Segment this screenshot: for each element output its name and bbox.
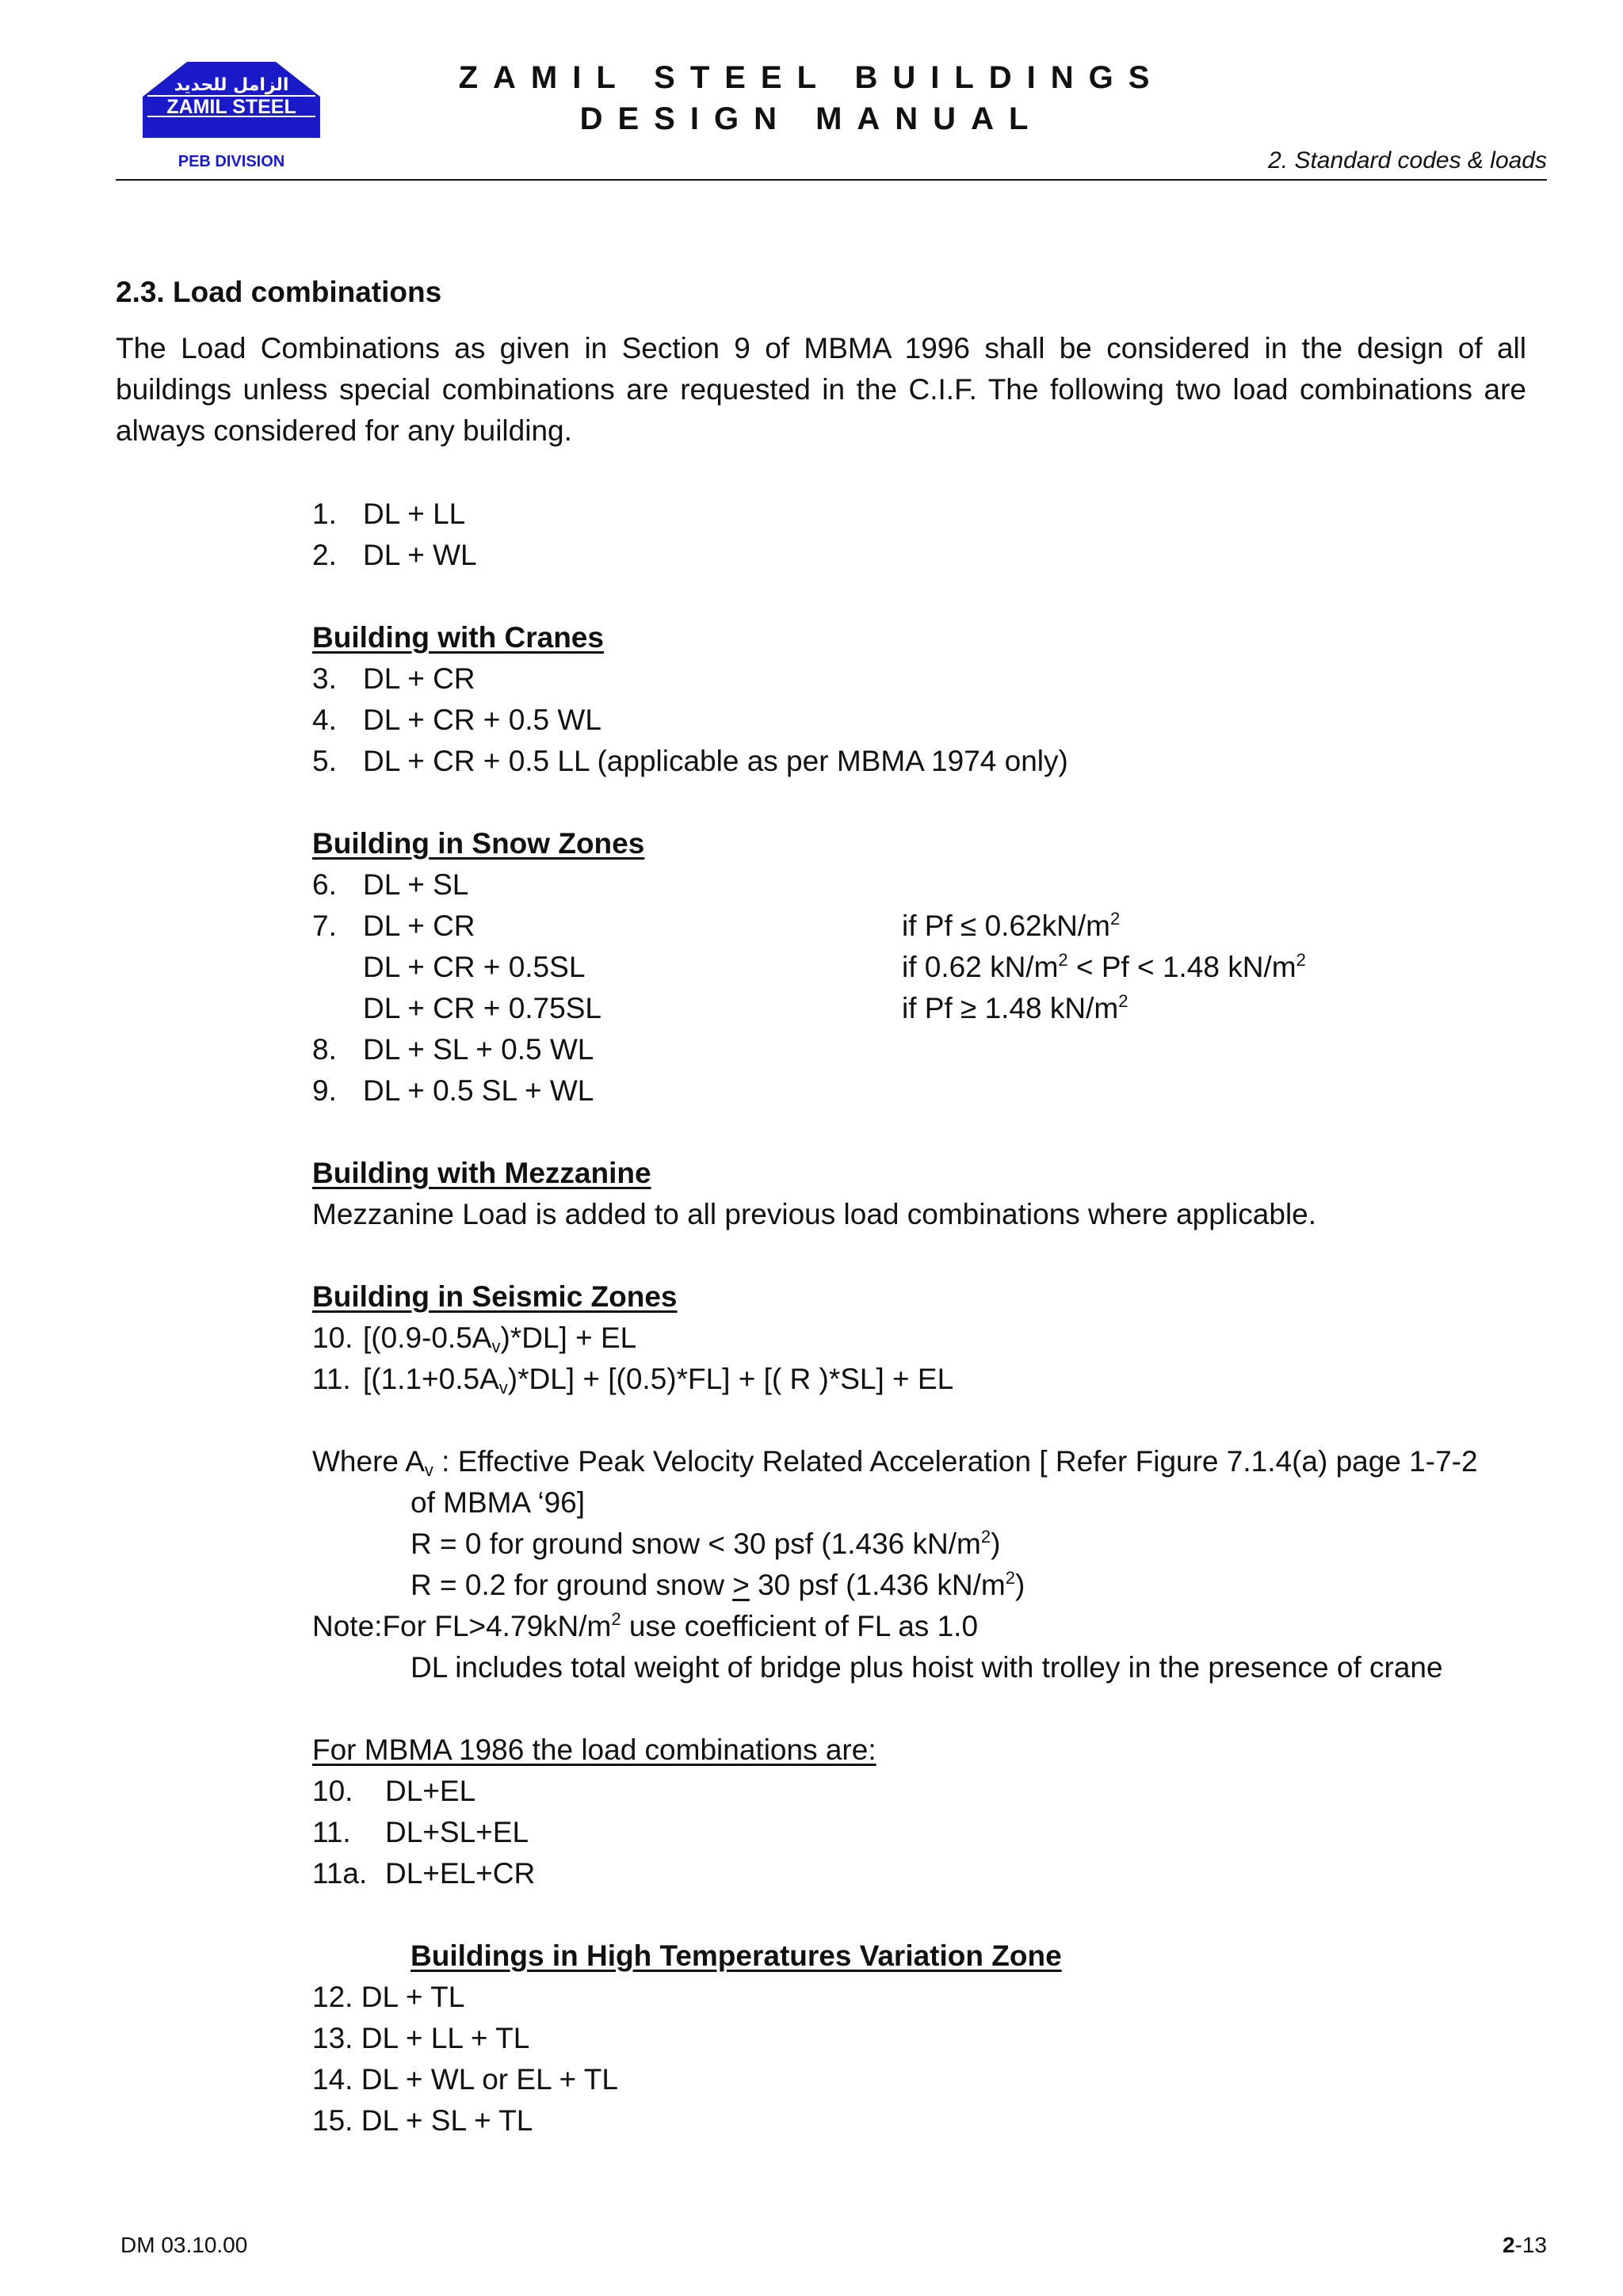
mezzanine-text: Mezzanine Load is added to all previous load combinations where applicable.	[312, 1198, 1317, 1230]
combination-8: 8. DL + SL + 0.5 WL	[312, 1033, 594, 1066]
header-title-line1: ZAMIL STEEL BUILDINGS	[458, 60, 1165, 95]
seismic-heading: Building in Seismic Zones	[312, 1280, 678, 1313]
mbma1986-item-11: 11. DL+SL+EL	[312, 1816, 529, 1848]
combination-6: 6. DL + SL	[312, 868, 469, 901]
combination-14: 14. DL + WL or EL + TL	[312, 2063, 618, 2096]
combination-3: 3. DL + CR	[312, 662, 475, 695]
cranes-heading: Building with Cranes	[312, 621, 604, 654]
mbma1986-item-11a: 11a. DL+EL+CR	[312, 1857, 536, 1890]
intro-paragraph: The Load Combinations as given in Section 9 of MBMA 1996 shall be considered in the design of all buildings unless special combinations are requested in the C.I.F. The following two load combinations are always considered for any building.	[116, 332, 1526, 447]
combination-7: 7. DL + CR	[312, 910, 475, 942]
note-line-2: DL includes total weight of bridge plus hoist with trolley in the presence of crane	[411, 1651, 1443, 1684]
r-value-02: R = 0.2 for ground snow > 30 psf (1.436 $kN/m^2$)	[411, 1568, 1025, 1601]
combination-15: 15. DL + SL + TL	[312, 2104, 533, 2137]
combination-7c: DL + CR + 0.75SL	[363, 992, 601, 1024]
mezzanine-heading: Building with Mezzanine	[312, 1157, 651, 1189]
combination-10: 10. $[(0.9-0.5A_v)*DL]$ + EL	[312, 1322, 637, 1356]
where-definition-cont: of MBMA ‘96]	[411, 1486, 586, 1519]
snow-condition-3: if Pf ≥ 1.48 $kN/m^2$	[902, 991, 1128, 1024]
combination-5: 5. DL + CR + 0.5 LL (applicable as per MBMA 1974 only)	[312, 745, 1068, 777]
logo-name-text: ZAMIL STEEL	[166, 96, 296, 118]
combination-12: 12. DL + TL	[312, 1981, 465, 2013]
combination-13: 13. DL + LL + TL	[312, 2022, 530, 2054]
header-divider	[116, 179, 1547, 181]
section-heading: 2.3. Load combinations	[116, 276, 442, 308]
header-title-line2: DESIGN MANUAL	[579, 101, 1044, 136]
combination-2: 2. DL + WL	[312, 539, 477, 571]
logo-division-text: PEB DIVISION	[178, 153, 285, 170]
snow-condition-1: if $Pf \le 0.62kN/m^2$	[902, 909, 1121, 942]
combination-4: 4. DL + CR + 0.5 WL	[312, 704, 601, 736]
note-line: Note:For $FL>4.79kN/m^2$ use coefficient of FL as 1.0	[312, 1609, 979, 1642]
snow-heading: Building in Snow Zones	[312, 827, 645, 860]
mbma1986-heading: For MBMA 1986 the load combinations are:	[312, 1733, 876, 1766]
r-value-0: R = 0 for ground snow < 30 psf (1.436 $kN/m^2$)	[411, 1527, 1001, 1560]
page-number: 2-13	[1502, 2233, 1547, 2257]
combination-9: 9. DL + 0.5 SL + WL	[312, 1074, 594, 1107]
mbma1986-item-10: 10. DL+EL	[312, 1775, 476, 1807]
combination-11: 11. $[(1.1+0.5A_v)*DL] + [(0.5)*FL]$ + [( R )*SL] + EL	[312, 1363, 954, 1398]
combination-1: 1. DL + LL	[312, 498, 466, 530]
temperature-heading: Buildings in High Temperatures Variation Zone	[411, 1939, 1062, 1972]
logo-arabic-text: الزامل للحديد	[174, 75, 289, 95]
combination-7b: DL + CR + 0.5SL	[363, 951, 586, 983]
where-definition: Where $A_v$ : Effective Peak Velocity Related Acceleration [ Refer Figure 7.1.4(a) page 1-7-2	[312, 1445, 1478, 1480]
document-id: DM 03.10.00	[120, 2233, 248, 2257]
snow-condition-2: if 0.62 $kN/m^2 < Pf < 1.48$ $kN/m^2$	[902, 950, 1306, 983]
header-section-label: 2. Standard codes & loads	[1268, 147, 1547, 174]
